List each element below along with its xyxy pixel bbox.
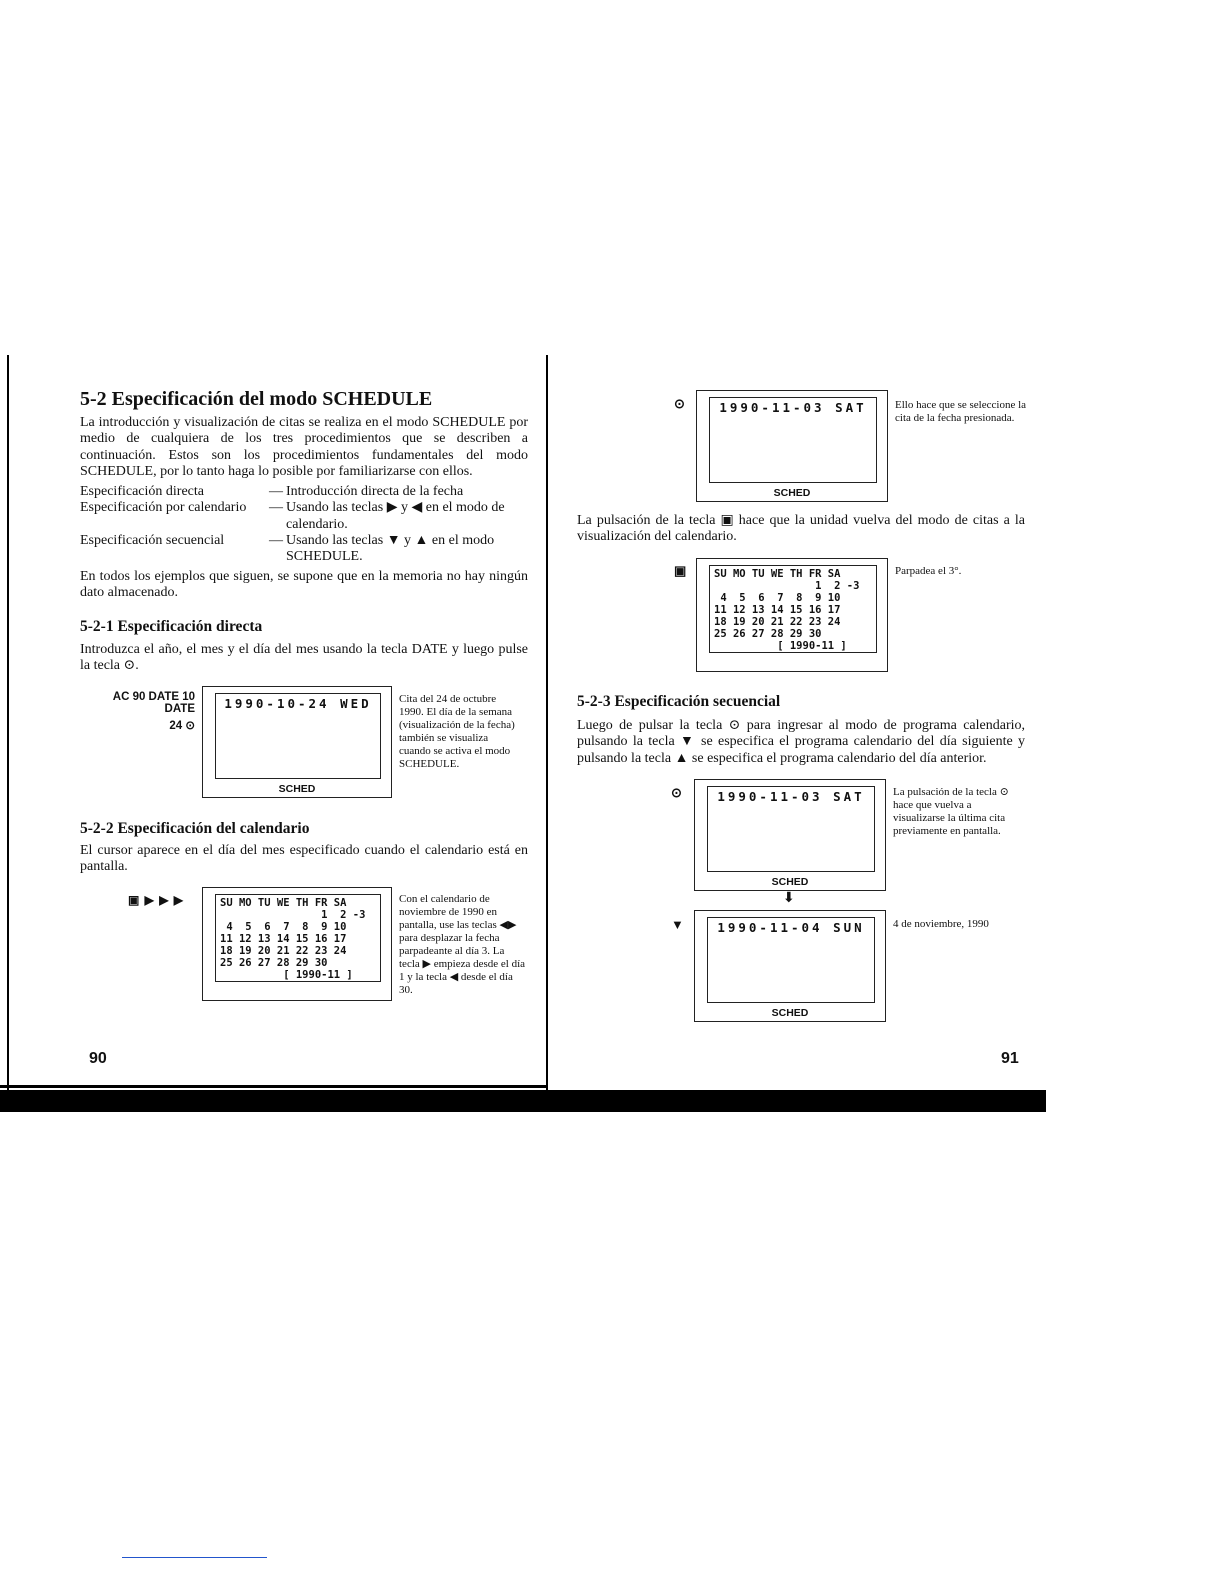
subsection-title-calendar: 5-2-2 Especificación del calendario: [80, 820, 310, 837]
lcd-date-line: 1990-11-03 SAT: [719, 400, 867, 415]
calendar-grid: SU MO TU WE TH FR SA 1 2 -3 4 5 6 7 8 9 10 11 12 13 14 15 16 17 18 19 20 21 22 23 24 25 26 27 28 29 30 [ 1990-11 ]: [714, 568, 860, 652]
assumption-paragraph: En todos los ejemplos que siguen, se supone que en la memoria no hay ningún dato almacenado.: [80, 569, 528, 601]
seq2-lcd-screen: [694, 910, 886, 1022]
intro-paragraph: La introducción y visualización de citas se realiza en el modo SCHEDULE por medio de cualquiera de los tres procedimientos que se describen a continuación. Estos son los procedimientos fundamentales del modo SCHEDULE, por lo tanto haga lo posible por familiarizarse con ellos.: [80, 415, 528, 479]
return-paragraph: La pulsación de la tecla ▣ hace que la unidad vuelva del modo de citas a la visualización del calendario.: [577, 513, 1025, 545]
lcd-mode-label: SCHED: [771, 876, 809, 888]
seq2-key: ▼: [671, 917, 684, 932]
subsection-title-direct: 5-2-1 Especificación directa: [80, 618, 263, 635]
section-title: 5-2 Especificación del modo SCHEDULE: [80, 388, 433, 410]
direct-key-sequence: AC 90 DATE 10 DATE 24 ⊙: [112, 691, 195, 732]
seq1-note: La pulsación de la tecla ⊙ hace que vuelva a visualizarse la última cita previamente en pantalla.: [893, 786, 1009, 837]
lcd-mode-label: SCHED: [278, 783, 316, 795]
calendar-blink-note: Parpadea el 3°.: [895, 565, 962, 577]
bottom-rule: [0, 1085, 548, 1088]
lcd-mode-label: SCHED: [771, 1007, 809, 1019]
lcd-mode-label: SCHED: [773, 487, 811, 499]
center-gutter-rule: [546, 355, 548, 1090]
lcd-date-line: 1990-10-24 WED: [224, 696, 372, 711]
down-arrow-icon: ⬇: [783, 890, 795, 906]
calendar-grid: SU MO TU WE TH FR SA 1 2 -3 4 5 6 7 8 9 10 11 12 13 14 15 16 17 18 19 20 21 22 23 24 25 26 27 28 29 30 [ 1990-11 ]: [220, 897, 366, 981]
direct-note: Cita del 24 de octubre 1990. El día de la semana (visualización de la fecha) también se visualiza cuando se activa el modo SCHEDULE.: [399, 693, 515, 770]
seq1-lcd-screen: [694, 779, 886, 891]
lcd-date-line: 1990-11-04 SUN: [717, 920, 865, 935]
top-lcd-screen: [696, 390, 888, 502]
return-calendar-lcd: [696, 558, 888, 672]
top-key: ⊙: [674, 396, 685, 411]
page-number-right: 91: [1001, 1050, 1019, 1067]
subsection-title-sequential: 5-2-3 Especificación secuencial: [577, 693, 781, 710]
sequential-paragraph: Luego de pulsar la tecla ⊙ para ingresar al modo de programa calendario, pulsando la tecla ▼ se especifica el programa calendario del día siguiente y pulsando la tecla ▲ se especifica el programa calendario del día anterior.: [577, 718, 1025, 766]
spec-row: Especificación directa — Introducción directa de la fecha: [80, 484, 464, 499]
seq1-key: ⊙: [671, 785, 682, 800]
spec-row: Especificación por calendario — Usando las teclas ▶ y ◀ en el modo de calendario.: [80, 500, 505, 532]
top-note: Ello hace que se seleccione la cita de la fecha presionada.: [895, 399, 1027, 424]
calendar-note: Con el calendario de noviembre de 1990 en pantalla, use las teclas ◀▶ para desplazar la fecha parpadeante al día 3. La tecla ▶ empieza desde el día 1 y la tecla ◀ desde el día 30.: [399, 893, 526, 996]
calendar-paragraph: El cursor aparece en el día del mes especificado cuando el calendario está en pantalla.: [80, 843, 528, 875]
direct-lcd-screen: [202, 686, 392, 798]
bottom-black-bar: [0, 1090, 1046, 1112]
lcd-date-line: 1990-11-03 SAT: [717, 789, 865, 804]
page-number-left: 90: [89, 1050, 107, 1067]
spec-row: Especificación secuencial — Usando las teclas ▼ y ▲ en el modo SCHEDULE.: [80, 532, 495, 565]
calendar-lcd-screen: [202, 887, 392, 1001]
footer-line: [122, 1557, 267, 1558]
seq2-note: 4 de noviembre, 1990: [893, 918, 989, 930]
spec-list: [80, 484, 528, 565]
left-page-edge: [7, 355, 9, 1095]
calendar-return-key: ▣: [674, 563, 687, 578]
direct-paragraph: Introduzca el año, el mes y el día del mes usando la tecla DATE y luego pulse la tecla ⊙.: [80, 642, 528, 674]
calendar-key-sequence: ▣ ▶ ▶ ▶: [128, 893, 185, 907]
